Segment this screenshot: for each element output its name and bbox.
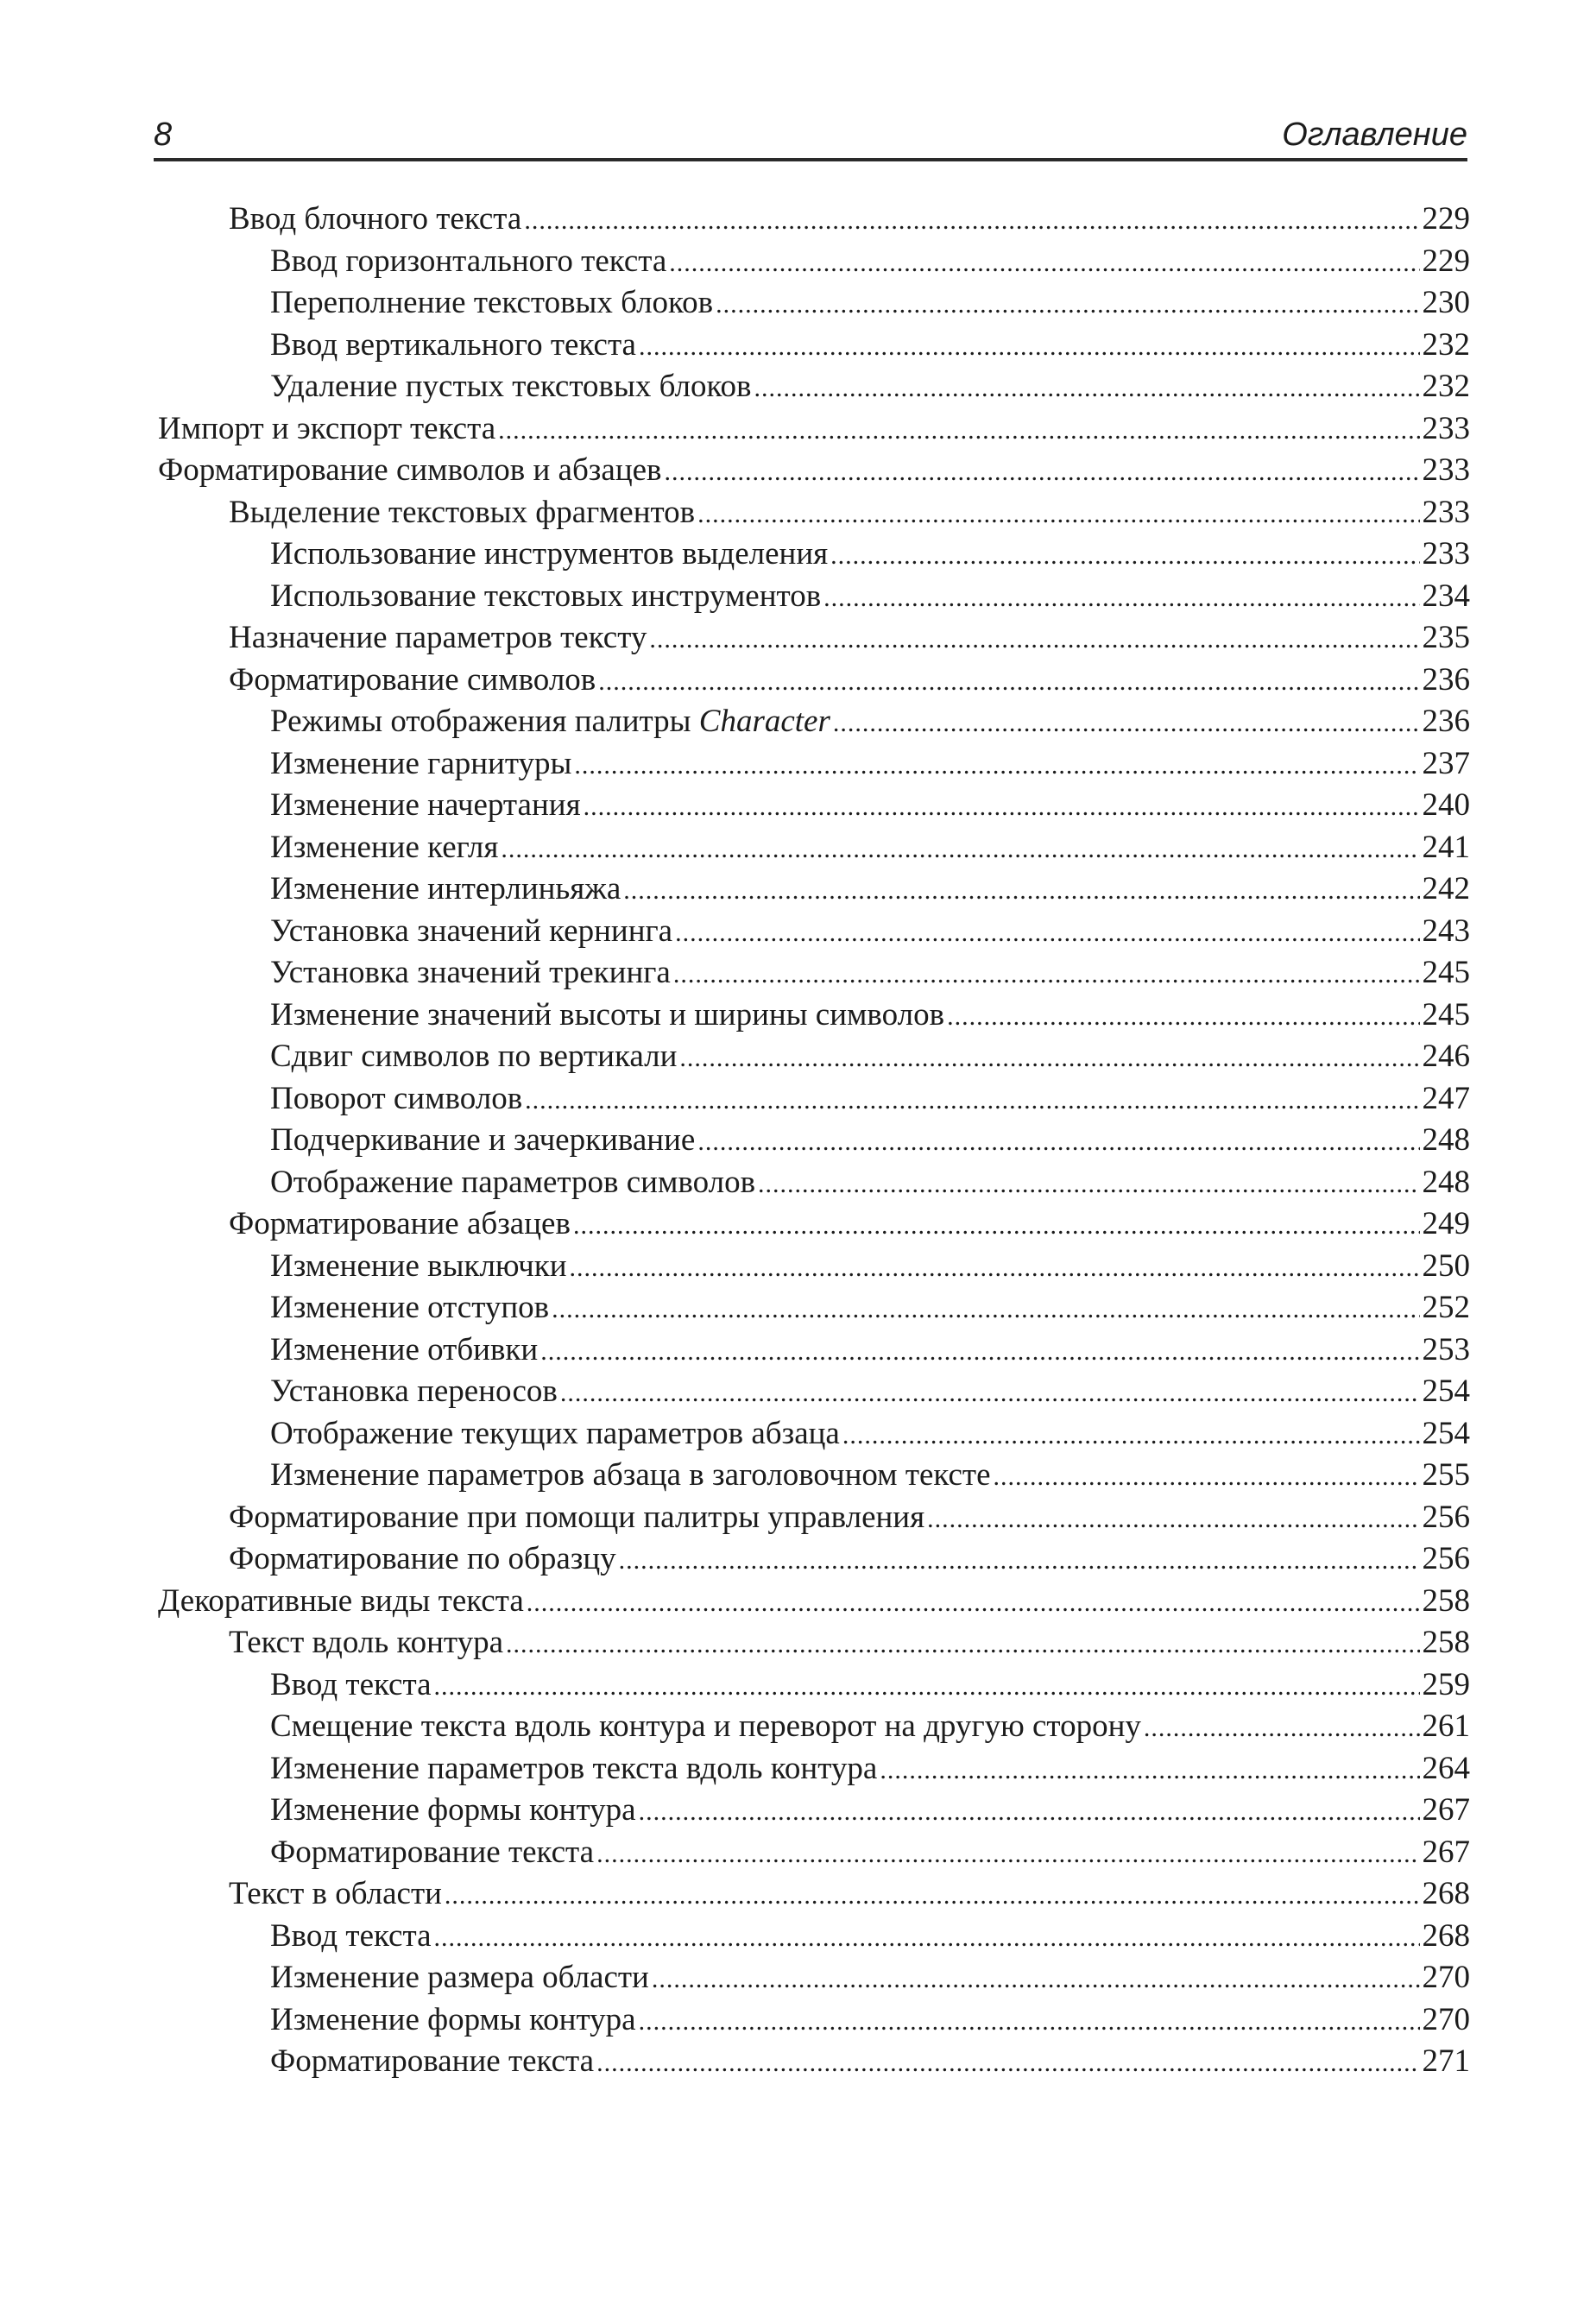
toc-entry-page: 236 <box>1422 661 1470 698</box>
dot-leader <box>639 326 1420 369</box>
toc-entry-page: 245 <box>1422 996 1470 1033</box>
dot-leader <box>506 1624 1420 1666</box>
toc-entry[interactable] <box>158 868 1470 911</box>
toc-entry-title: Подчеркивание и зачеркивание <box>270 1122 696 1158</box>
toc-entry-title: Выделение текстовых фрагментов <box>229 494 696 530</box>
toc-entry[interactable] <box>158 1748 1470 1790</box>
dot-leader <box>619 1540 1420 1582</box>
dot-leader <box>758 1164 1419 1206</box>
dot-leader <box>927 1499 1419 1541</box>
dot-leader <box>596 1834 1419 1876</box>
toc-entry[interactable] <box>158 282 1470 325</box>
toc-entry-title: Изменение отступов <box>270 1290 550 1325</box>
toc-entry[interactable] <box>158 1832 1470 1874</box>
page-header <box>154 108 1467 160</box>
toc-entry[interactable] <box>158 534 1470 576</box>
toc-entry-title: Изменение значений высоты и ширины символов <box>270 996 945 1033</box>
toc-entry[interactable] <box>158 492 1470 534</box>
toc-entry-page: 233 <box>1422 410 1470 446</box>
toc-entry[interactable] <box>158 1957 1470 1999</box>
toc-entry-title: Импорт и экспорт текста <box>158 410 496 446</box>
toc-entry[interactable] <box>158 1538 1470 1581</box>
toc-entry[interactable] <box>158 1036 1470 1078</box>
toc-entry-page: 235 <box>1422 620 1470 655</box>
dot-leader <box>823 578 1419 620</box>
toc-entry-page: 233 <box>1422 536 1470 572</box>
dot-leader <box>652 1959 1420 2001</box>
dot-leader <box>994 1456 1420 1499</box>
toc-entry-page: 233 <box>1422 494 1470 530</box>
toc-entry-page: 254 <box>1422 1374 1470 1409</box>
table-of-contents <box>158 199 1470 2083</box>
dot-leader <box>434 1917 1420 1960</box>
toc-entry-title: Установка переносов <box>270 1374 558 1409</box>
toc-entry-title: Смещение текста вдоль контура и переворот на другую сторону <box>270 1708 1141 1744</box>
toc-entry-title: Форматирование символов <box>229 661 596 698</box>
toc-entry[interactable] <box>158 1455 1470 1497</box>
toc-entry-page: 246 <box>1422 1039 1470 1074</box>
toc-entry-title: Изменение отбивки <box>270 1331 539 1367</box>
toc-entry[interactable] <box>158 743 1470 786</box>
toc-entry-page: 242 <box>1422 871 1470 906</box>
dot-leader <box>754 368 1420 410</box>
toc-entry-page: 232 <box>1422 326 1470 363</box>
toc-entry[interactable] <box>158 617 1470 660</box>
toc-entry-page: 248 <box>1422 1164 1470 1200</box>
dot-leader <box>697 494 1419 536</box>
toc-entry-title: Форматирование по образцу <box>229 1541 616 1576</box>
toc-entry-page: 268 <box>1422 1917 1470 1954</box>
dot-leader <box>639 2001 1420 2043</box>
dot-leader <box>573 1205 1420 1247</box>
toc-entry-title: Изменение интерлиньяжа <box>270 871 621 906</box>
dot-leader <box>880 1750 1419 1792</box>
toc-entry[interactable] <box>158 1790 1470 1832</box>
toc-entry[interactable] <box>158 785 1470 827</box>
toc-entry[interactable] <box>158 450 1470 492</box>
dot-leader <box>675 913 1419 955</box>
dot-leader <box>524 200 1419 243</box>
dot-leader <box>501 829 1419 871</box>
toc-entry-title: Форматирование текста <box>270 2043 595 2079</box>
dot-leader <box>540 1331 1419 1374</box>
toc-entry[interactable] <box>158 1203 1470 1246</box>
toc-entry-page: 233 <box>1422 452 1470 488</box>
dot-leader <box>830 535 1419 578</box>
toc-entry-title: Использование инструментов выделения <box>270 536 829 572</box>
dot-leader <box>679 1038 1419 1080</box>
dot-leader <box>947 996 1419 1039</box>
toc-entry-italic-term: Character <box>698 704 830 739</box>
dot-leader <box>669 243 1419 285</box>
dot-leader <box>673 954 1420 996</box>
toc-entry-page: 267 <box>1422 1792 1470 1828</box>
toc-entry-title: Поворот символов <box>270 1080 523 1116</box>
dot-leader <box>445 1875 1420 1917</box>
toc-entry[interactable] <box>158 1706 1470 1748</box>
dot-leader <box>697 1121 1419 1164</box>
toc-entry[interactable] <box>158 1664 1470 1707</box>
toc-entry[interactable] <box>158 325 1470 367</box>
toc-entry-title: Удаление пустых текстовых блоков <box>270 369 752 404</box>
toc-entry[interactable] <box>158 408 1470 451</box>
toc-entry-page: 232 <box>1422 369 1470 404</box>
toc-entry[interactable] <box>158 2041 1470 2083</box>
toc-entry-title: Изменение гарнитуры <box>270 745 572 781</box>
toc-entry[interactable] <box>158 1246 1470 1288</box>
header-rule <box>154 158 1467 161</box>
dot-leader <box>649 619 1419 661</box>
toc-entry[interactable] <box>158 911 1470 953</box>
toc-entry[interactable] <box>158 995 1470 1037</box>
dot-leader <box>833 703 1420 745</box>
toc-entry-title: Форматирование при помощи палитры управления <box>229 1499 925 1535</box>
toc-entry-page: 254 <box>1422 1415 1470 1451</box>
toc-entry-title: Форматирование текста <box>270 1834 595 1870</box>
toc-entry-page: 267 <box>1422 1834 1470 1870</box>
toc-entry-page: 243 <box>1422 913 1470 949</box>
toc-entry-title: Установка значений кернинга <box>270 913 673 949</box>
toc-entry-title: Изменение кегля <box>270 829 499 865</box>
toc-entry[interactable] <box>158 241 1470 283</box>
dot-leader <box>498 410 1419 452</box>
toc-entry-page: 253 <box>1422 1331 1470 1367</box>
toc-entry-title: Ввод текста <box>270 1666 432 1702</box>
dot-leader <box>623 870 1419 913</box>
toc-entry-page: 258 <box>1422 1625 1470 1660</box>
toc-entry-page: 250 <box>1422 1247 1470 1284</box>
dot-leader <box>716 284 1419 326</box>
toc-entry[interactable] <box>158 576 1470 618</box>
dot-leader <box>665 452 1420 494</box>
toc-entry-title: Изменение выключки <box>270 1247 567 1284</box>
toc-entry[interactable] <box>158 1371 1470 1413</box>
toc-entry-page: 270 <box>1422 1960 1470 1995</box>
toc-entry-title: Отображение текущих параметров абзаца <box>270 1415 840 1451</box>
dot-leader <box>560 1373 1420 1415</box>
toc-entry-title: Изменение параметров абзаца в заголовочном тексте <box>270 1457 991 1493</box>
toc-entry[interactable] <box>158 1622 1470 1664</box>
toc-entry[interactable] <box>158 1999 1470 2042</box>
toc-entry[interactable] <box>158 1120 1470 1162</box>
toc-entry[interactable] <box>158 1413 1470 1456</box>
toc-entry[interactable] <box>158 1497 1470 1539</box>
toc-entry[interactable] <box>158 366 1470 408</box>
toc-entry-title: Использование текстовых инструментов <box>270 578 822 614</box>
toc-entry-title: Переполнение текстовых блоков <box>270 285 714 320</box>
toc-entry-title: Форматирование абзацев <box>229 1206 571 1241</box>
toc-entry-title: Изменение начертания <box>270 787 581 823</box>
dot-leader <box>842 1415 1420 1457</box>
toc-entry-title: Ввод текста <box>270 1917 432 1954</box>
toc-entry-page: 236 <box>1422 704 1470 739</box>
dot-leader <box>639 1791 1420 1834</box>
toc-entry[interactable] <box>158 1916 1470 1958</box>
toc-entry-page: 247 <box>1422 1080 1470 1116</box>
toc-entry-title: Декоративные виды текста <box>158 1582 524 1619</box>
toc-entry-page: 270 <box>1422 2001 1470 2037</box>
toc-entry-title: Изменение формы контура <box>270 1792 636 1828</box>
toc-entry-page: 256 <box>1422 1541 1470 1576</box>
toc-entry[interactable] <box>158 827 1470 869</box>
dot-leader <box>574 745 1419 787</box>
toc-entry-page: 261 <box>1422 1708 1470 1744</box>
dot-leader <box>1144 1708 1420 1750</box>
toc-entry-title: Ввод горизонтального текста <box>270 243 667 279</box>
toc-entry-page: 271 <box>1422 2043 1470 2079</box>
toc-entry-page: 229 <box>1422 201 1470 237</box>
toc-entry-page: 241 <box>1422 829 1470 865</box>
toc-entry[interactable] <box>158 660 1470 702</box>
toc-entry[interactable] <box>158 952 1470 995</box>
running-title: Оглавление <box>1282 117 1467 153</box>
toc-entry-page: 264 <box>1422 1750 1470 1786</box>
toc-entry[interactable] <box>158 1329 1470 1372</box>
dot-leader <box>525 1080 1419 1122</box>
toc-entry-title: Ввод вертикального текста <box>270 326 636 363</box>
toc-entry-page: 256 <box>1422 1499 1470 1535</box>
toc-entry[interactable] <box>158 701 1470 743</box>
toc-entry-page: 237 <box>1422 745 1470 781</box>
toc-entry-page: 249 <box>1422 1206 1470 1241</box>
toc-entry-page: 268 <box>1422 1876 1470 1911</box>
toc-entry-title: Сдвиг символов по вертикали <box>270 1039 678 1074</box>
toc-entry[interactable] <box>158 1078 1470 1121</box>
dot-leader <box>596 2043 1419 2085</box>
toc-entry-page: 248 <box>1422 1122 1470 1158</box>
toc-entry[interactable] <box>158 199 1470 241</box>
dot-leader <box>598 661 1419 704</box>
dot-leader <box>527 1582 1420 1625</box>
toc-entry[interactable] <box>158 1287 1470 1329</box>
toc-entry-title: Текст вдоль контура <box>229 1625 503 1660</box>
toc-entry-page: 234 <box>1422 578 1470 614</box>
toc-entry-title: Изменение параметров текста вдоль контура <box>270 1750 878 1786</box>
toc-entry-page: 252 <box>1422 1290 1470 1325</box>
toc-entry-title: Изменение размера области <box>270 1960 649 1995</box>
toc-entry-page: 229 <box>1422 243 1470 279</box>
toc-entry-title: Ввод блочного текста <box>229 201 522 237</box>
toc-entry-page: 230 <box>1422 285 1470 320</box>
toc-entry-title: Назначение параметров тексту <box>229 620 647 655</box>
page-number: 8 <box>154 117 173 153</box>
toc-entry-page: 240 <box>1422 787 1470 823</box>
toc-entry-page: 259 <box>1422 1666 1470 1702</box>
toc-entry-page: 245 <box>1422 955 1470 990</box>
toc-entry-page: 258 <box>1422 1582 1470 1619</box>
toc-entry[interactable] <box>158 1873 1470 1916</box>
toc-entry-title: Изменение формы контура <box>270 2001 636 2037</box>
toc-entry[interactable] <box>158 1581 1470 1623</box>
toc-entry-title: Режимы отображения палитры Character <box>270 704 830 739</box>
toc-entry-title: Текст в области <box>229 1876 442 1911</box>
dot-leader <box>552 1289 1419 1331</box>
dot-leader <box>570 1247 1420 1290</box>
toc-entry-title: Установка значений трекинга <box>270 955 671 990</box>
dot-leader <box>584 786 1420 829</box>
toc-entry-title: Форматирование символов и абзацев <box>158 452 662 488</box>
dot-leader <box>434 1666 1420 1708</box>
toc-entry-title: Отображение параметров символов <box>270 1164 756 1200</box>
toc-entry-page: 255 <box>1422 1457 1470 1493</box>
toc-entry[interactable] <box>158 1162 1470 1204</box>
